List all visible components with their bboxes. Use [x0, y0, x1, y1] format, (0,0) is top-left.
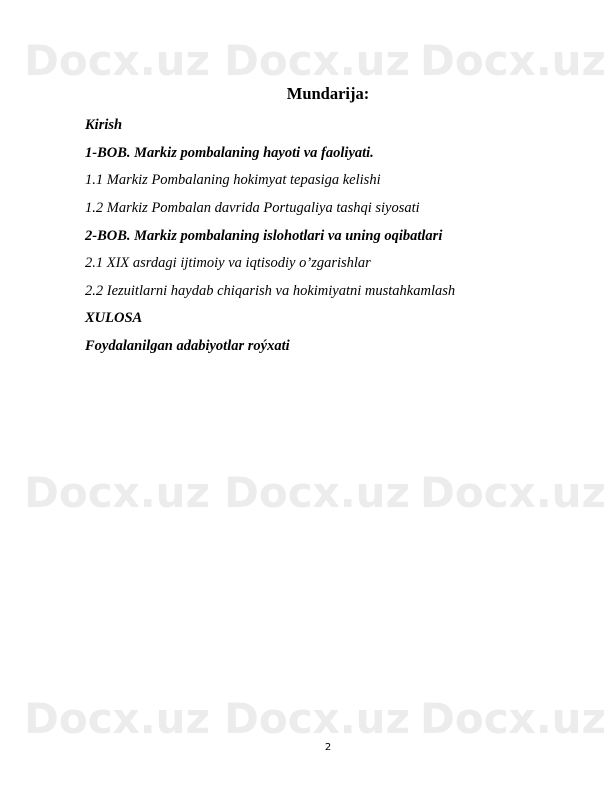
toc-item: 1.1 Markiz Pombalaning hokimyat tepasiga kelishi	[85, 172, 381, 188]
toc-item: 2.2 Iezuitlarni haydab chiqarish va hokimiyatni mustahkamlash	[85, 283, 456, 299]
watermark: Docx.uz	[420, 36, 607, 85]
watermark: Docx.uz	[24, 468, 211, 517]
watermark: Docx.uz	[420, 694, 607, 743]
page-title: Mundarija:	[286, 84, 370, 103]
watermark: Docx.uz	[24, 36, 211, 85]
watermark: Docx.uz	[224, 468, 411, 517]
watermark: Docx.uz	[224, 694, 411, 743]
toc-item: 1-BOB. Markiz pombalaning hayoti va faoliyati.	[85, 145, 374, 161]
toc-item: 1.2 Markiz Pombalan davrida Portugaliya tashqi siyosati	[85, 200, 420, 216]
toc-item: 2.1 XIX asrdagi ijtimoiy va iqtisodiy o’zgarishlar	[85, 255, 371, 271]
watermark: Docx.uz	[224, 36, 411, 85]
toc-item: 2-BOB. Markiz pombalaning islohotlari va uning oqibatlari	[85, 228, 443, 244]
toc-item: Foydalanilgan adabiyotlar roýxati	[85, 338, 290, 354]
toc-item: Kirish	[85, 117, 123, 133]
toc-item: XULOSA	[85, 310, 143, 326]
watermark: Docx.uz	[420, 468, 607, 517]
page-number: 2	[324, 742, 332, 753]
watermark: Docx.uz	[24, 694, 211, 743]
